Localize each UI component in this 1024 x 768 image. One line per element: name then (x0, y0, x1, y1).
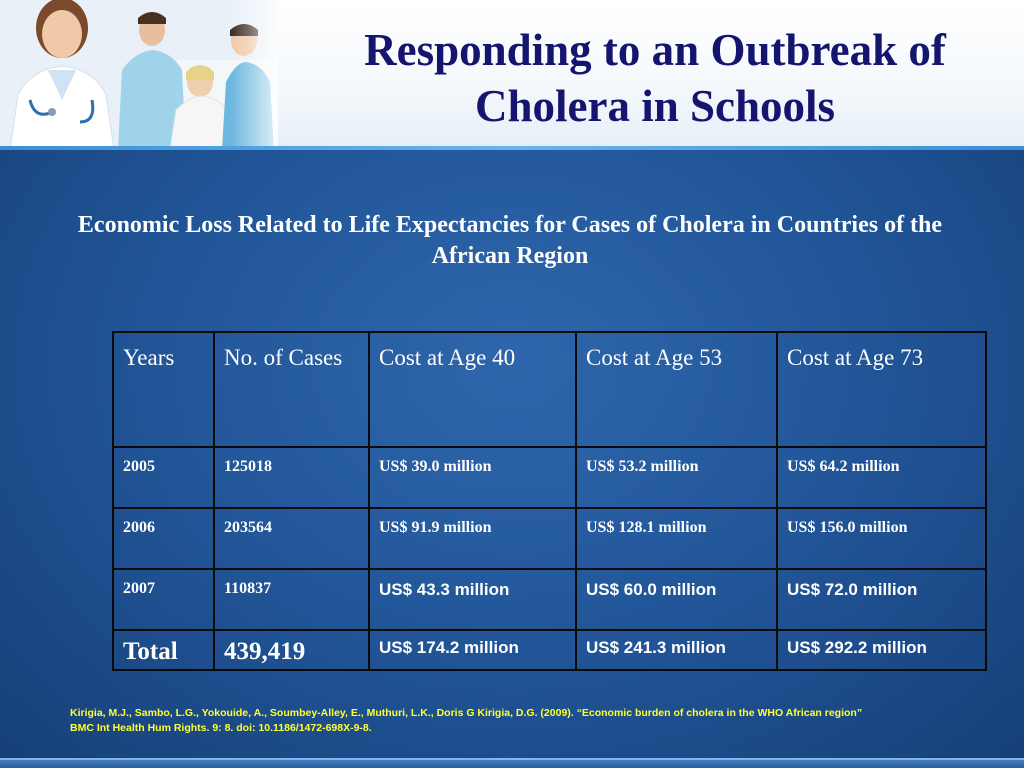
cell-cost-73: US$ 64.2 million (777, 447, 986, 508)
cell-cost-40: US$ 43.3 million (369, 569, 576, 630)
cell-year: 2006 (113, 508, 214, 569)
cell-cost-53: US$ 60.0 million (576, 569, 777, 630)
source-citation (70, 706, 1000, 736)
table-row (113, 447, 986, 508)
medical-staff-photo (0, 0, 278, 150)
header-years: Years (113, 332, 214, 447)
header-cost-73: Cost at Age 73 (777, 332, 986, 447)
cell-cost-53: US$ 128.1 million (576, 508, 777, 569)
citation-line-1: Kirigia, M.J., Sambo, L.G., Yokouide, A., Soumbey-Alley, E., Muthuri, L.K., Doris G Kirigia, D.G. (2009). “Economic burden of cholera in the WHO African region” (70, 707, 863, 719)
header-cost-53: Cost at Age 53 (576, 332, 777, 447)
header-cases: No. of Cases (214, 332, 369, 447)
table-total-row (113, 630, 986, 670)
cell-cases: 203564 (214, 508, 369, 569)
header-cost-40: Cost at Age 40 (369, 332, 576, 447)
cell-cost-40: US$ 39.0 million (369, 447, 576, 508)
cell-cost-73: US$ 72.0 million (777, 569, 986, 630)
cell-cost-53: US$ 53.2 million (576, 447, 777, 508)
cell-cost-73: US$ 156.0 million (777, 508, 986, 569)
table-title: Economic Loss Related to Life Expectancies for Cases of Cholera in Countries of the African Region (77, 212, 943, 269)
slide-header (0, 0, 1024, 150)
table-row (113, 569, 986, 630)
cell-total-cost-73: US$ 292.2 million (777, 630, 986, 670)
cell-total-label: Total (113, 630, 214, 670)
cell-total-cost-40: US$ 174.2 million (369, 630, 576, 670)
photo-fade (230, 0, 278, 150)
slide-title: Responding to an Outbreak of Cholera in Schools (364, 25, 946, 131)
cell-cases: 110837 (214, 569, 369, 630)
cell-year: 2007 (113, 569, 214, 630)
cell-total-cost-53: US$ 241.3 million (576, 630, 777, 670)
cell-cost-40: US$ 91.9 million (369, 508, 576, 569)
table-row (113, 508, 986, 569)
cell-cases: 125018 (214, 447, 369, 508)
cell-total-cases: 439,419 (214, 630, 369, 670)
cell-year: 2005 (113, 447, 214, 508)
footer-divider (0, 758, 1024, 760)
table-header-row (113, 332, 986, 447)
citation-line-2: BMC Int Health Hum Rights. 9: 8. doi: 10.1186/1472-698X-9-8. (70, 722, 372, 734)
cholera-cost-table (112, 331, 987, 671)
